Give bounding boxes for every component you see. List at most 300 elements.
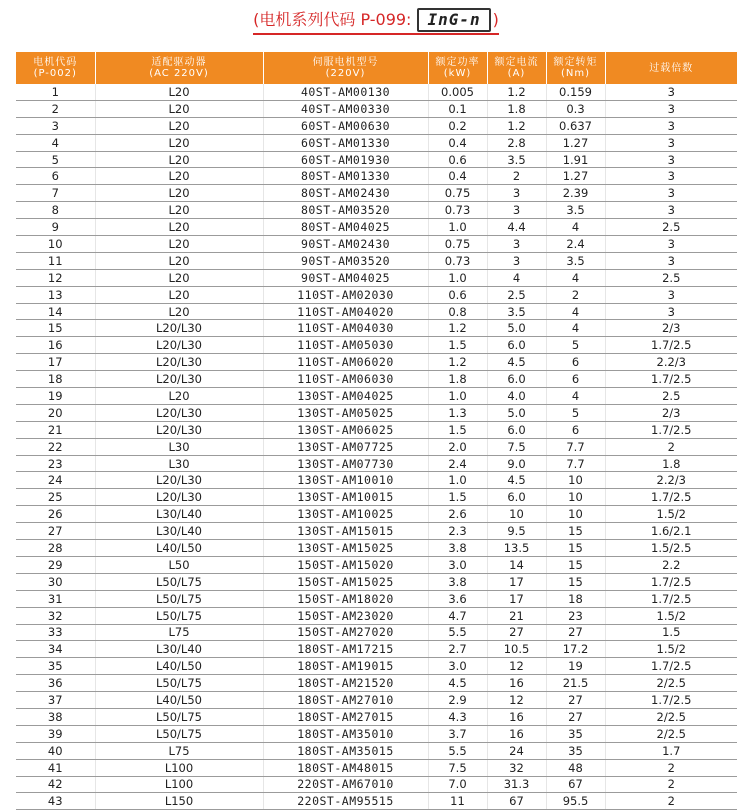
cell-motor-code: 2 [16, 100, 95, 117]
cell-motor-model: 130ST-AM05025 [263, 404, 428, 421]
cell-rated-current: 2.5 [487, 286, 546, 303]
cell-rated-torque: 1.27 [546, 168, 605, 185]
cell-motor-model: 110ST-AM05030 [263, 337, 428, 354]
cell-rated-torque: 3.5 [546, 252, 605, 269]
cell-rated-torque: 10 [546, 506, 605, 523]
cell-driver: L20 [95, 236, 263, 253]
cell-driver: L75 [95, 624, 263, 641]
cell-motor-code: 21 [16, 421, 95, 438]
cell-rated-power: 1.0 [428, 472, 487, 489]
cell-driver: L30 [95, 438, 263, 455]
table-row [16, 742, 737, 759]
cell-motor-code: 37 [16, 692, 95, 709]
cell-rated-power: 0.6 [428, 286, 487, 303]
cell-motor-model: 180ST-AM21520 [263, 675, 428, 692]
table-row [16, 388, 737, 405]
cell-driver: L20 [95, 151, 263, 168]
cell-overload: 2.5 [605, 388, 737, 405]
cell-driver: L20 [95, 286, 263, 303]
table-row [16, 371, 737, 388]
cell-rated-current: 67 [487, 793, 546, 810]
table-row [16, 675, 737, 692]
cell-driver: L50/L75 [95, 607, 263, 624]
table-row [16, 692, 737, 709]
cell-driver: L20 [95, 168, 263, 185]
cell-rated-power: 7.5 [428, 759, 487, 776]
cell-motor-model: 220ST-AM67010 [263, 776, 428, 793]
cell-rated-current: 9.5 [487, 523, 546, 540]
cell-overload: 2/2.5 [605, 675, 737, 692]
cell-rated-current: 6.0 [487, 421, 546, 438]
cell-rated-power: 1.3 [428, 404, 487, 421]
cell-motor-model: 80ST-AM01330 [263, 168, 428, 185]
header-rated-current: 额定电流 (A) [487, 52, 546, 84]
cell-overload: 2.2 [605, 556, 737, 573]
cell-motor-code: 13 [16, 286, 95, 303]
cell-motor-model: 60ST-AM01930 [263, 151, 428, 168]
cell-driver: L50/L75 [95, 573, 263, 590]
cell-rated-current: 4.5 [487, 354, 546, 371]
cell-motor-model: 40ST-AM00130 [263, 84, 428, 100]
cell-rated-current: 1.8 [487, 100, 546, 117]
cell-rated-torque: 23 [546, 607, 605, 624]
cell-motor-code: 29 [16, 556, 95, 573]
cell-motor-code: 23 [16, 455, 95, 472]
cell-driver: L75 [95, 742, 263, 759]
table-row [16, 489, 737, 506]
table-row [16, 421, 737, 438]
cell-motor-model: 180ST-AM48015 [263, 759, 428, 776]
cell-rated-torque: 15 [546, 523, 605, 540]
cell-rated-torque: 10 [546, 472, 605, 489]
title-prefix: (电机系列代码 P-099: [253, 10, 412, 29]
cell-motor-code: 3 [16, 117, 95, 134]
cell-rated-power: 2.9 [428, 692, 487, 709]
table-row [16, 455, 737, 472]
cell-overload: 1.5/2 [605, 607, 737, 624]
table-row [16, 607, 737, 624]
cell-rated-torque: 7.7 [546, 438, 605, 455]
cell-driver: L40/L50 [95, 658, 263, 675]
cell-rated-power: 0.6 [428, 151, 487, 168]
cell-motor-model: 90ST-AM04025 [263, 269, 428, 286]
cell-overload: 1.5/2.5 [605, 540, 737, 557]
cell-rated-torque: 15 [546, 573, 605, 590]
cell-rated-torque: 3.5 [546, 202, 605, 219]
cell-driver: L40/L50 [95, 692, 263, 709]
cell-rated-power: 4.5 [428, 675, 487, 692]
cell-motor-model: 220ST-AM95515 [263, 793, 428, 810]
cell-rated-current: 2 [487, 168, 546, 185]
cell-motor-code: 16 [16, 337, 95, 354]
table-row [16, 151, 737, 168]
cell-motor-model: 150ST-AM23020 [263, 607, 428, 624]
cell-motor-code: 42 [16, 776, 95, 793]
cell-driver: L100 [95, 759, 263, 776]
cell-motor-model: 110ST-AM04020 [263, 303, 428, 320]
cell-overload: 1.5 [605, 624, 737, 641]
cell-rated-current: 3 [487, 185, 546, 202]
cell-rated-current: 31.3 [487, 776, 546, 793]
cell-rated-current: 17 [487, 590, 546, 607]
cell-motor-code: 35 [16, 658, 95, 675]
table-row [16, 320, 737, 337]
cell-motor-code: 20 [16, 404, 95, 421]
cell-overload: 1.7/2.5 [605, 371, 737, 388]
cell-overload: 2/3 [605, 320, 737, 337]
cell-driver: L20 [95, 269, 263, 286]
table-row [16, 337, 737, 354]
cell-driver: L20/L30 [95, 404, 263, 421]
cell-motor-code: 4 [16, 134, 95, 151]
cell-rated-torque: 4 [546, 320, 605, 337]
cell-overload: 2 [605, 776, 737, 793]
cell-motor-model: 130ST-AM10015 [263, 489, 428, 506]
cell-driver: L30 [95, 455, 263, 472]
table-row [16, 252, 737, 269]
cell-driver: L150 [95, 793, 263, 810]
cell-driver: L30/L40 [95, 506, 263, 523]
cell-motor-code: 41 [16, 759, 95, 776]
table-row [16, 523, 737, 540]
cell-rated-torque: 6 [546, 354, 605, 371]
table-row [16, 134, 737, 151]
cell-driver: L40/L50 [95, 540, 263, 557]
table-row [16, 84, 737, 100]
cell-rated-power: 0.73 [428, 202, 487, 219]
cell-rated-power: 1.0 [428, 219, 487, 236]
table-row [16, 438, 737, 455]
cell-overload: 1.7/2.5 [605, 337, 737, 354]
cell-overload: 3 [605, 134, 737, 151]
cell-motor-code: 12 [16, 269, 95, 286]
cell-motor-model: 130ST-AM07725 [263, 438, 428, 455]
table-row [16, 472, 737, 489]
cell-driver: L20 [95, 134, 263, 151]
cell-driver: L20 [95, 303, 263, 320]
cell-rated-current: 6.0 [487, 489, 546, 506]
cell-rated-torque: 48 [546, 759, 605, 776]
cell-rated-power: 0.1 [428, 100, 487, 117]
cell-rated-torque: 0.159 [546, 84, 605, 100]
table-row [16, 202, 737, 219]
cell-rated-torque: 1.91 [546, 151, 605, 168]
cell-overload: 2.2/3 [605, 354, 737, 371]
cell-motor-code: 19 [16, 388, 95, 405]
cell-rated-power: 4.3 [428, 708, 487, 725]
cell-motor-code: 32 [16, 607, 95, 624]
cell-motor-code: 6 [16, 168, 95, 185]
cell-motor-code: 24 [16, 472, 95, 489]
cell-rated-torque: 5 [546, 404, 605, 421]
cell-rated-current: 27 [487, 624, 546, 641]
cell-rated-current: 1.2 [487, 117, 546, 134]
cell-rated-current: 4.0 [487, 388, 546, 405]
cell-rated-current: 6.0 [487, 371, 546, 388]
cell-rated-torque: 6 [546, 371, 605, 388]
cell-overload: 2 [605, 759, 737, 776]
title-suffix: ) [492, 10, 499, 29]
cell-rated-power: 1.5 [428, 421, 487, 438]
cell-rated-power: 1.0 [428, 388, 487, 405]
cell-rated-current: 14 [487, 556, 546, 573]
cell-driver: L20 [95, 202, 263, 219]
table-row [16, 117, 737, 134]
cell-motor-code: 25 [16, 489, 95, 506]
cell-rated-power: 3.0 [428, 556, 487, 573]
cell-motor-model: 180ST-AM35015 [263, 742, 428, 759]
cell-overload: 3 [605, 185, 737, 202]
cell-rated-power: 2.3 [428, 523, 487, 540]
cell-motor-model: 130ST-AM04025 [263, 388, 428, 405]
cell-motor-model: 80ST-AM02430 [263, 185, 428, 202]
cell-overload: 3 [605, 252, 737, 269]
cell-motor-code: 31 [16, 590, 95, 607]
cell-overload: 3 [605, 151, 737, 168]
cell-rated-current: 3 [487, 252, 546, 269]
table-row [16, 303, 737, 320]
cell-overload: 1.5/2 [605, 641, 737, 658]
cell-driver: L50 [95, 556, 263, 573]
cell-motor-code: 27 [16, 523, 95, 540]
cell-motor-model: 110ST-AM06030 [263, 371, 428, 388]
cell-rated-torque: 4 [546, 269, 605, 286]
cell-rated-current: 10 [487, 506, 546, 523]
table-row [16, 100, 737, 117]
cell-rated-current: 16 [487, 725, 546, 742]
cell-rated-current: 17 [487, 573, 546, 590]
cell-rated-power: 7.0 [428, 776, 487, 793]
cell-overload: 1.8 [605, 455, 737, 472]
cell-overload: 2.5 [605, 269, 737, 286]
cell-rated-power: 3.7 [428, 725, 487, 742]
table-row [16, 793, 737, 810]
cell-rated-current: 4 [487, 269, 546, 286]
cell-rated-power: 1.8 [428, 371, 487, 388]
cell-driver: L50/L75 [95, 590, 263, 607]
cell-overload: 2/2.5 [605, 725, 737, 742]
cell-motor-code: 5 [16, 151, 95, 168]
cell-rated-power: 1.5 [428, 337, 487, 354]
cell-overload: 2/3 [605, 404, 737, 421]
cell-motor-model: 150ST-AM15020 [263, 556, 428, 573]
cell-rated-torque: 2 [546, 286, 605, 303]
header-motor-model: 伺服电机型号 (220V) [263, 52, 428, 84]
table-row [16, 725, 737, 742]
cell-motor-model: 40ST-AM00330 [263, 100, 428, 117]
cell-motor-model: 130ST-AM06025 [263, 421, 428, 438]
cell-motor-model: 130ST-AM10010 [263, 472, 428, 489]
cell-overload: 1.7/2.5 [605, 658, 737, 675]
cell-rated-current: 13.5 [487, 540, 546, 557]
cell-rated-torque: 0.3 [546, 100, 605, 117]
cell-rated-power: 3.8 [428, 540, 487, 557]
cell-motor-model: 80ST-AM03520 [263, 202, 428, 219]
cell-driver: L100 [95, 776, 263, 793]
cell-overload: 1.7/2.5 [605, 421, 737, 438]
cell-motor-code: 39 [16, 725, 95, 742]
cell-driver: L20 [95, 185, 263, 202]
cell-rated-power: 2.0 [428, 438, 487, 455]
cell-motor-model: 90ST-AM02430 [263, 236, 428, 253]
cell-motor-model: 150ST-AM15025 [263, 573, 428, 590]
cell-rated-current: 16 [487, 708, 546, 725]
cell-rated-power: 0.75 [428, 185, 487, 202]
cell-driver: L20 [95, 117, 263, 134]
table-row [16, 286, 737, 303]
cell-driver: L50/L75 [95, 675, 263, 692]
cell-driver: L20/L30 [95, 320, 263, 337]
header-rated-power: 额定功率 (kW) [428, 52, 487, 84]
cell-driver: L50/L75 [95, 708, 263, 725]
cell-rated-power: 1.2 [428, 354, 487, 371]
cell-rated-current: 4.4 [487, 219, 546, 236]
cell-rated-power: 4.7 [428, 607, 487, 624]
cell-motor-code: 9 [16, 219, 95, 236]
cell-rated-torque: 15 [546, 540, 605, 557]
table-row [16, 168, 737, 185]
table-row [16, 506, 737, 523]
table-row [16, 404, 737, 421]
cell-motor-code: 43 [16, 793, 95, 810]
cell-overload: 2 [605, 438, 737, 455]
cell-rated-torque: 10 [546, 489, 605, 506]
cell-motor-code: 22 [16, 438, 95, 455]
table-row [16, 556, 737, 573]
cell-rated-current: 12 [487, 692, 546, 709]
cell-motor-code: 40 [16, 742, 95, 759]
cell-rated-current: 3.5 [487, 151, 546, 168]
cell-rated-power: 1.5 [428, 489, 487, 506]
cell-rated-torque: 17.2 [546, 641, 605, 658]
cell-rated-power: 2.7 [428, 641, 487, 658]
cell-rated-current: 1.2 [487, 84, 546, 100]
header-driver: 适配驱动器 (AC 220V) [95, 52, 263, 84]
cell-motor-code: 15 [16, 320, 95, 337]
cell-rated-torque: 95.5 [546, 793, 605, 810]
table-row [16, 759, 737, 776]
cell-overload: 2.5 [605, 219, 737, 236]
cell-rated-torque: 2.39 [546, 185, 605, 202]
cell-rated-torque: 7.7 [546, 455, 605, 472]
cell-motor-model: 110ST-AM04030 [263, 320, 428, 337]
header-overload: 过载倍数 [605, 52, 737, 84]
cell-rated-current: 4.5 [487, 472, 546, 489]
cell-driver: L20/L30 [95, 421, 263, 438]
cell-overload: 3 [605, 84, 737, 100]
table-header [16, 52, 737, 84]
cell-rated-power: 0.2 [428, 117, 487, 134]
cell-rated-power: 1.0 [428, 269, 487, 286]
cell-motor-code: 14 [16, 303, 95, 320]
cell-overload: 3 [605, 286, 737, 303]
cell-overload: 1.7/2.5 [605, 489, 737, 506]
cell-motor-model: 180ST-AM27015 [263, 708, 428, 725]
cell-overload: 3 [605, 100, 737, 117]
cell-overload: 1.7/2.5 [605, 573, 737, 590]
cell-overload: 2/2.5 [605, 708, 737, 725]
cell-rated-current: 21 [487, 607, 546, 624]
cell-driver: L30/L40 [95, 523, 263, 540]
cell-motor-model: 110ST-AM06020 [263, 354, 428, 371]
table-row [16, 624, 737, 641]
cell-motor-code: 28 [16, 540, 95, 557]
cell-rated-torque: 0.637 [546, 117, 605, 134]
cell-rated-current: 16 [487, 675, 546, 692]
cell-motor-model: 130ST-AM07730 [263, 455, 428, 472]
cell-motor-code: 17 [16, 354, 95, 371]
cell-driver: L20/L30 [95, 337, 263, 354]
cell-motor-model: 130ST-AM15025 [263, 540, 428, 557]
cell-rated-power: 2.6 [428, 506, 487, 523]
cell-rated-current: 3 [487, 236, 546, 253]
cell-motor-code: 18 [16, 371, 95, 388]
cell-rated-power: 3.8 [428, 573, 487, 590]
cell-driver: L20/L30 [95, 354, 263, 371]
cell-rated-power: 3.0 [428, 658, 487, 675]
cell-rated-power: 0.4 [428, 134, 487, 151]
cell-driver: L20/L30 [95, 472, 263, 489]
cell-motor-model: 180ST-AM19015 [263, 658, 428, 675]
cell-driver: L30/L40 [95, 641, 263, 658]
cell-overload: 3 [605, 303, 737, 320]
cell-motor-code: 34 [16, 641, 95, 658]
cell-motor-code: 8 [16, 202, 95, 219]
table-row [16, 185, 737, 202]
cell-motor-model: 130ST-AM15015 [263, 523, 428, 540]
cell-overload: 2.2/3 [605, 472, 737, 489]
cell-rated-current: 24 [487, 742, 546, 759]
cell-rated-torque: 27 [546, 692, 605, 709]
page-title [253, 8, 499, 35]
cell-motor-code: 10 [16, 236, 95, 253]
cell-rated-torque: 35 [546, 742, 605, 759]
cell-rated-torque: 35 [546, 725, 605, 742]
cell-rated-current: 3.5 [487, 303, 546, 320]
cell-overload: 3 [605, 117, 737, 134]
cell-motor-model: 150ST-AM18020 [263, 590, 428, 607]
cell-motor-model: 180ST-AM35010 [263, 725, 428, 742]
table-row [16, 590, 737, 607]
cell-rated-torque: 27 [546, 624, 605, 641]
cell-rated-current: 3 [487, 202, 546, 219]
cell-motor-code: 36 [16, 675, 95, 692]
cell-rated-current: 5.0 [487, 404, 546, 421]
cell-overload: 3 [605, 168, 737, 185]
cell-motor-code: 30 [16, 573, 95, 590]
cell-rated-current: 12 [487, 658, 546, 675]
cell-rated-current: 5.0 [487, 320, 546, 337]
cell-driver: L20 [95, 388, 263, 405]
cell-driver: L50/L75 [95, 725, 263, 742]
header-rated-torque: 额定转矩 (Nm) [546, 52, 605, 84]
cell-rated-power: 2.4 [428, 455, 487, 472]
cell-rated-current: 7.5 [487, 438, 546, 455]
cell-rated-torque: 18 [546, 590, 605, 607]
cell-motor-code: 11 [16, 252, 95, 269]
table-row [16, 219, 737, 236]
cell-rated-torque: 4 [546, 388, 605, 405]
header-motor-code: 电机代码 (P-002) [16, 52, 95, 84]
cell-rated-power: 5.5 [428, 624, 487, 641]
table-row [16, 269, 737, 286]
cell-motor-model: 80ST-AM04025 [263, 219, 428, 236]
cell-rated-torque: 4 [546, 303, 605, 320]
cell-rated-torque: 4 [546, 219, 605, 236]
cell-rated-torque: 21.5 [546, 675, 605, 692]
cell-rated-torque: 5 [546, 337, 605, 354]
cell-overload: 1.7/2.5 [605, 692, 737, 709]
